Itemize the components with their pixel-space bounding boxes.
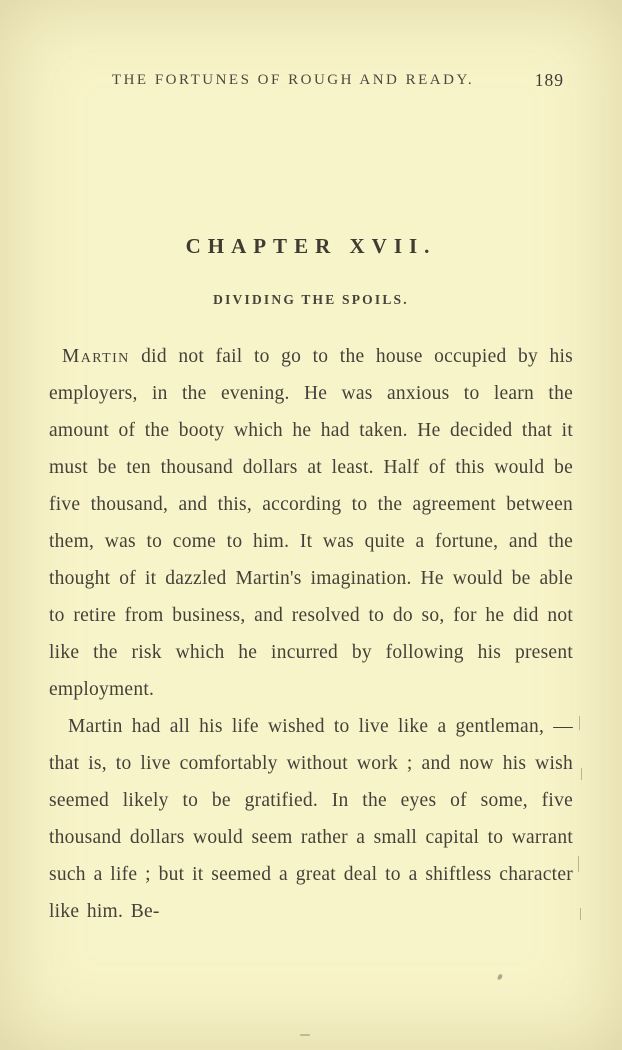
body-text: [49, 338, 573, 930]
running-header: [52, 72, 570, 94]
running-title: THE FORTUNES OF ROUGH AND READY.: [111, 72, 475, 88]
scan-artifact: [497, 973, 503, 980]
paragraph: Martin had all his life wished to live like a gentleman, — that is, to live comfortably without work ; and now his wish seemed likely to be gratified. In the eyes of some, five thousand dollars would seem rather a small capital to warrant such a life ; but it seemed a great deal to a shiftless character like him. Be-: [49, 716, 573, 922]
scan-artifact: [581, 768, 582, 780]
scan-artifact: [579, 716, 580, 730]
paragraph-lead-word: Martin: [62, 346, 130, 367]
scan-artifact: [578, 856, 579, 872]
chapter-heading: CHAPTER XVII.: [185, 234, 437, 258]
paragraph-text: did not fail to go to the house occupied by his employers, in the evening. He was anxious to learn the amount of the booty which he had taken. He decided that it must be ten thousand dollars at least. Half of this would be five thousand, and this, according to the agreement between them, was to come to him. It was quite a fortune, and the thought of it dazzled Martin's imagination. He would be able to retire from business, and resolved to do so, for he did not like the risk which he incurred by following his present employment.: [49, 346, 573, 700]
page-number: 189: [534, 70, 564, 90]
scan-artifact: [580, 908, 581, 920]
paragraph: [49, 338, 573, 708]
page-body: [0, 234, 622, 930]
chapter-subtitle: DIVIDING THE SPOILS.: [213, 292, 409, 307]
scan-artifact: [300, 1034, 310, 1036]
